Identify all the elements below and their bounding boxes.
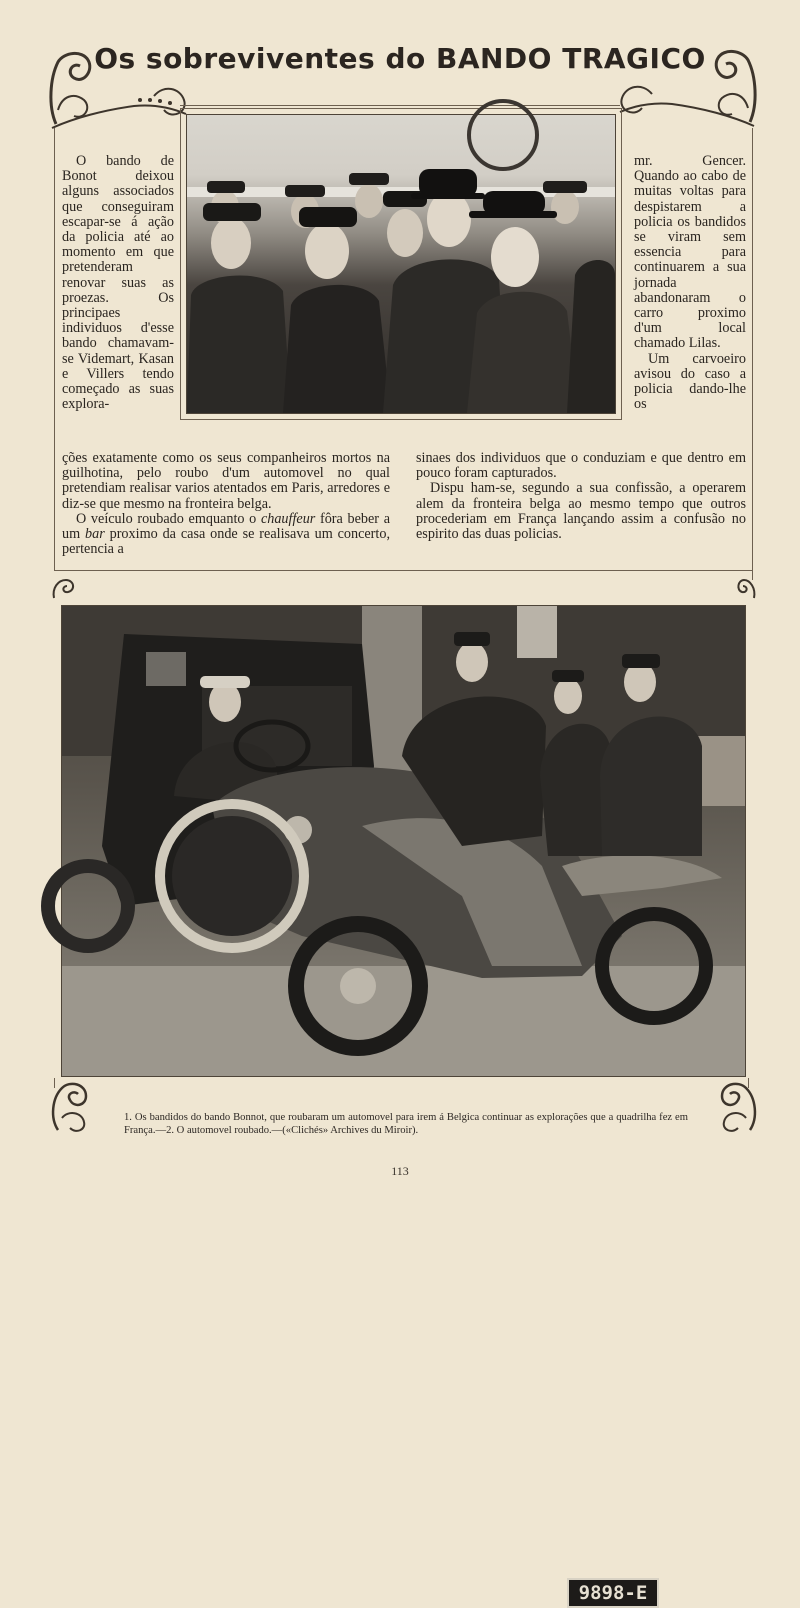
scroll-ornament-bottom-left: [48, 1078, 100, 1136]
article-paragraph: O bando de Bonot deixou alguns associados que conseguiram escapar-se á ação da policia até ao momento em que pretenderam renovar suas as proezas. Os principaes individuos d'esse bando chamavam-se Videmart, Kasan e Villers tendo começado as suas explora-: [62, 153, 174, 413]
corner-ornament-right: [734, 576, 758, 602]
article-paragraph: Um carvoeiro avisou do caso a policia dando-lhe os: [634, 350, 746, 413]
frame-line-bottom: [54, 570, 752, 571]
article-paragraph: Dispu ham-se, segundo a sua confissão, a operarem alem da fronteira belga ao mesmo tempo que outros procederiam em França lançando assim a confusão no espirito das duas policias.: [416, 480, 746, 543]
frame-line-caption-left: [54, 1078, 55, 1088]
scroll-ornament-top-left: [44, 48, 190, 132]
scroll-ornament-bottom-right: [708, 1078, 760, 1136]
frame-line-left: [54, 128, 55, 570]
article-column-lower-left: [62, 451, 390, 557]
article-column-lower-right: [416, 451, 746, 542]
article-paragraph: ções exatamente como os seus companheiros mortos na guilhotina, pelo roubo d'um automovel no qual pretendiam realisar varios atentados em Paris, arredores e diz-se que mesmo na fronteira belga.: [62, 450, 390, 512]
photo-bandits-group: [186, 114, 616, 414]
license-plate: 9898-E: [567, 1578, 659, 1608]
italic-word-bar: bar: [85, 526, 105, 543]
automobile-illustration: [62, 606, 745, 1076]
text-run: proximo da casa onde se realisava um concerto, pertencia a: [62, 526, 390, 558]
text-run: O veículo roubado emquanto o: [76, 510, 261, 527]
frame-line-top-middle: [180, 105, 620, 106]
corner-ornament-left: [50, 576, 80, 602]
frame-line-right: [752, 128, 753, 580]
article-paragraph: mr. Gencer. Quando ao cabo de muitas voltas para despistarem a policia os bandidos se viram sem essencia para continuarem a sua jornada abandonaram o carro proximo d'um local chamado Lilas.: [634, 153, 746, 352]
italic-word-chauffeur: chauffeur: [260, 510, 316, 527]
text-run: fôra beber a um: [62, 510, 390, 543]
scroll-ornament-top-right: [612, 46, 762, 130]
article-paragraph: [62, 512, 390, 558]
photo-caption: 1. Os bandidos do bando Bonnot, que roubaram um automovel para irem á Belgica continuar as explorações que a quadrilha fez em França.—2. O automovel roubado.—(«Clichés» Archives du Miroir).: [124, 1112, 688, 1136]
article-column-left: [62, 154, 174, 412]
page-title: Os sobreviventes do BANDO TRAGICO: [94, 42, 706, 75]
page-number: 113: [391, 1164, 409, 1178]
frame-line-caption-right: [748, 1078, 749, 1088]
article-column-right: [634, 154, 746, 412]
article-paragraph: sinaes dos individuos que o conduziam e que dentro em pouco foram capturados.: [416, 450, 746, 482]
bandits-group-illustration: [187, 115, 615, 413]
